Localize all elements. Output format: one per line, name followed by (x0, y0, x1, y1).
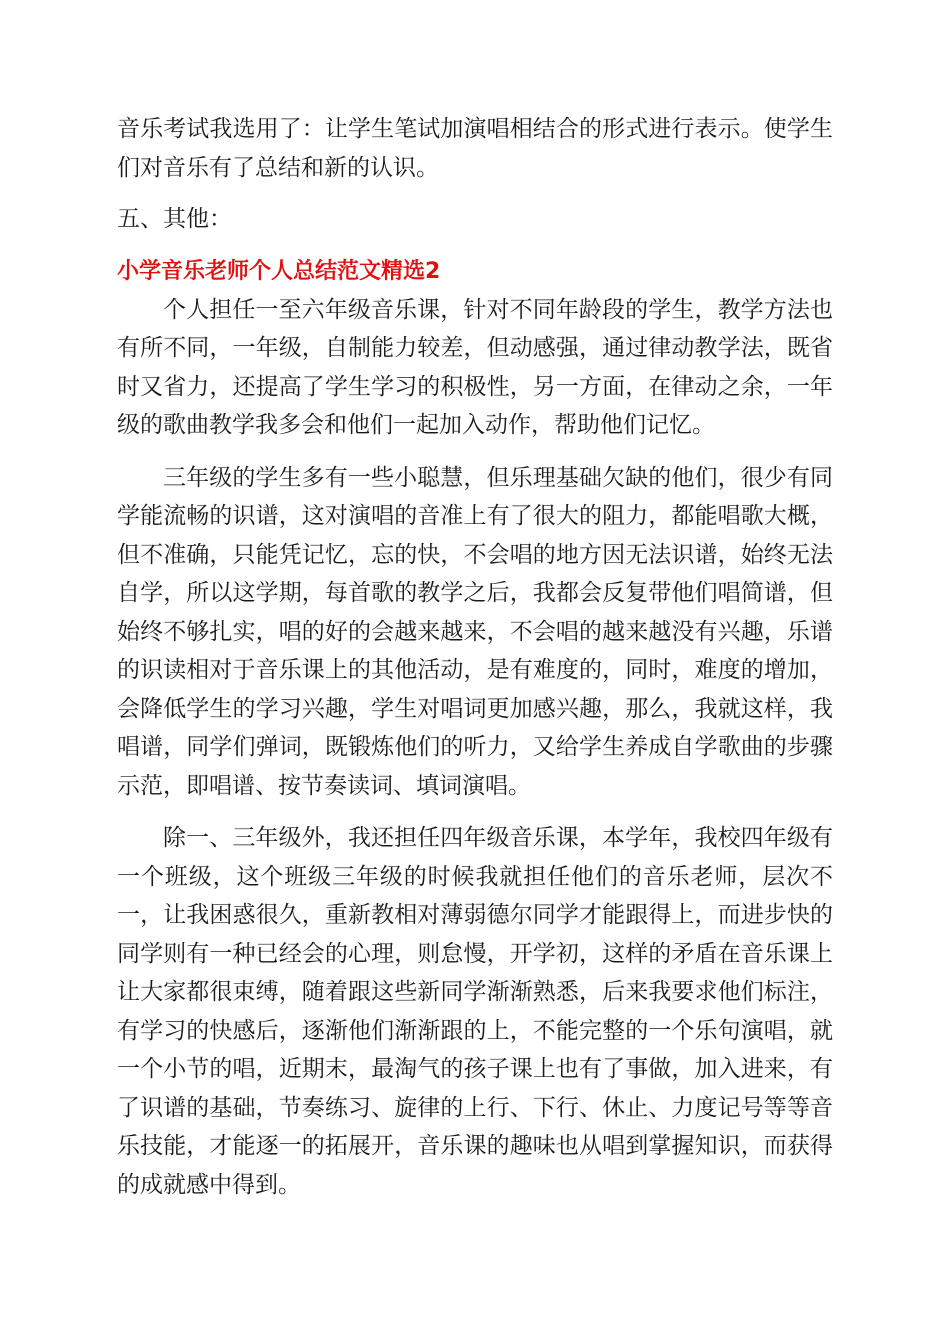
paragraph-grade-three: 三年级的学生多有一些小聪慧，但乐理基础欠缺的他们，很少有同学能流畅的识谱，这对演唱的音准上有了很大的阻力，都能唱歌大概，但不准确，只能凭记忆，忘的快，不会唱的地方因无法识谱，始终无法自学，所以这学期，每首歌的教学之后，我都会反复带他们唱简谱，但始终不够扎实，唱的好的会越来越来，不会唱的越来越没有兴趣，乐谱的识读相对于音乐课上的其他活动，是有难度的，同时，难度的增加，会降低学生的学习兴趣，学生对唱词更加感兴趣，那么，我就这样，我唱谱，同学们弹词，既锻炼他们的听力，又给学生养成自学歌曲的步骤示范，即唱谱、按节奏读词、填词演唱。 (117, 464, 833, 799)
document-page (117, 110, 833, 1204)
paragraph-intro: 音乐考试我选用了：让学生笔试加演唱相结合的形式进行表示。使学生们对音乐有了总结和新的认识。 (117, 116, 833, 181)
section-heading: 小学音乐老师个人总结范文精选2 (117, 258, 441, 284)
paragraph-grade-one: 个人担任一至六年级音乐课，针对不同年龄段的学生，教学方法也有所不同，一年级，自制能力较差，但动感强，通过律动教学法，既省时又省力，还提高了学生学习的积极性，另一方面，在律动之余，一年级的歌曲教学我多会和他们一起加入动作，帮助他们记忆。 (117, 296, 833, 438)
section-five-label: 五、其他： (117, 206, 232, 232)
paragraph-grade-four: 除一、三年级外，我还担任四年级音乐课，本学年，我校四年级有一个班级，这个班级三年级的时候我就担任他们的音乐老师，层次不一，让我困惑很久，重新教相对薄弱德尔同学才能跟得上，而进步快的同学则有一种已经会的心理，则怠慢，开学初，这样的矛盾在音乐课上让大家都很束缚，随着跟这些新同学渐渐熟悉，后来我要求他们标注，有学习的快感后，逐渐他们渐渐跟的上，不能完整的一个乐句演唱，就一个小节的唱，近期末，最淘气的孩子课上也有了事做，加入进来，有了识谱的基础，节奏练习、旋律的上行、下行、休止、力度记号等等音乐技能，才能逐一的拓展开，音乐课的趣味也从唱到掌握知识，而获得的成就感中得到。 (117, 825, 833, 1198)
